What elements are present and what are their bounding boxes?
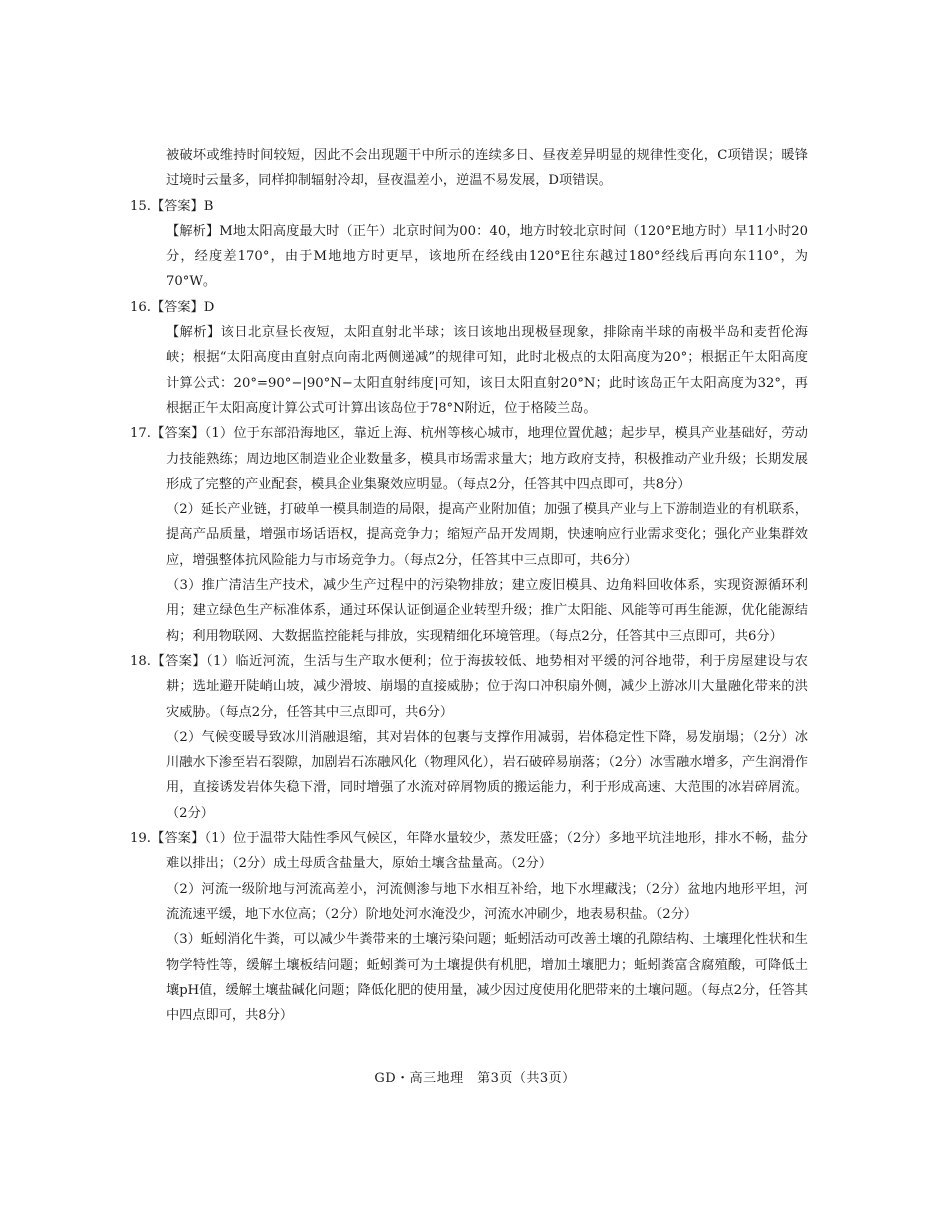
- q16-answer: [130, 295, 808, 320]
- q16-number: 16.: [130, 299, 151, 315]
- q16-block: [130, 295, 808, 421]
- q15-number: 15.: [130, 198, 151, 214]
- q17-number: 17.: [130, 426, 151, 442]
- q18-part1: [130, 649, 808, 725]
- q18-block: [130, 649, 808, 826]
- q19-part1-text: 【答案】（1）位于温带大陆性季风气候区，年降水量较少，蒸发旺盛；（2分）多地平坑洼地形，排水不畅，盐分难以排出；（2分）成土母质含盐量大，原始土壤含盐量高。（2分）: [150, 831, 808, 872]
- q18-part1-text: 【答案】（1）临近河流，生活与生产取水便利；位于海拔较低、地势相对平缓的河谷地带，利于房屋建设与农耕；选址避开陡峭山坡，减少滑坡、崩塌的直接威胁；位于沟口冲积扇外侧，减少上游冰川大量融化带来的洪灾威胁。（每点2分，任答其中三点即可，共6分）: [150, 653, 808, 720]
- q15-answer: [130, 194, 808, 219]
- q17-part1-text: 【答案】（1）位于东部沿海地区，靠近上海、杭州等核心城市，地理位置优越；起步早，模具产业基础好，劳动力技能熟练；周边地区制造业企业数量多，模具市场需求量大；地方政府支持，积极推动产业升级；长期发展形成了完整的产业配套，模具企业集聚效应明显。（每点2分，任答其中四点即可，共8分）: [150, 426, 808, 492]
- answer-content: [130, 143, 808, 1028]
- q14-analysis-tail: 被破坏或维持时间较短，因此不会出现题干中所示的连续多日、昼夜差异明显的规律性变化，C项错误；暖锋过境时云量多，同样抑制辐射冷却，昼夜温差小，逆温不易发展，D项错误。: [166, 148, 808, 189]
- q19-block: [130, 826, 808, 1028]
- q17-part1: [130, 421, 808, 497]
- q16-answer-text: 【答案】D: [150, 299, 215, 315]
- q17-part3: （3）推广清洁生产技术，减少生产过程中的污染物排放；建立废旧模具、边角料回收体系，实现资源循环利用；建立绿色生产标准体系，通过环保认证倒逼企业转型升级；推广太阳能、风能等可再生能源，优化能源结构；利用物联网、大数据监控能耗与排放，实现精细化环境管理。（每点2分，任答其中三点即可，共6分）: [166, 578, 808, 644]
- q17-block: [130, 421, 808, 649]
- q19-part2: （2）河流一级阶地与河流高差小，河流侧渗与地下水相互补给，地下水埋藏浅；（2分）盆地内地形平坦，河流流速平缓，地下水位高；（2分）阶地处河水淹没少，河流水冲刷少，地表易积盐。（2分）: [166, 881, 808, 922]
- page-footer: GD・高三地理 第3页（共3页）: [374, 1071, 576, 1086]
- q19-number: 19.: [130, 831, 151, 847]
- q19-part1: [130, 826, 808, 877]
- q15-analysis: 【解析】M地太阳高度最大时（正午）北京时间为00：40，地方时较北京时间（120°E地方时）早11小时20分，经度差170°，由于M地地方时更早，该地所在经线由120°E往东越过180°经线后再向东110°，为70°W。: [166, 223, 808, 290]
- q17-part2: （2）延长产业链，打破单一模具制造的局限，提高产业附加值；加强了模具产业与上下游制造业的有机联系，提高产品质量，增强市场话语权，提高竞争力；缩短产品开发周期，快速响应行业需求变化；强化产业集群效应，增强整体抗风险能力与市场竞争力。（每点2分，任答其中三点即可，共6分）: [166, 502, 808, 568]
- q15-block: [130, 194, 808, 295]
- q16-analysis: 【解析】该日北京昼长夜短，太阳直射北半球；该日该地出现极昼现象，排除南半球的南极半岛和麦哲伦海峡；根据“太阳高度由直射点向南北两侧递减”的规律可知，此时北极点的太阳高度为20°；根据正午太阳高度计算公式：20°=90°−|90°N−太阳直射纬度|可知，该日太阳直射20°N；此时该岛正午太阳高度为32°，再根据正午太阳高度计算公式可计算出该岛位于78°N附近，位于格陵兰岛。: [166, 325, 808, 416]
- q18-part2: （2）气候变暖导致冰川消融退缩，其对岩体的包裹与支撑作用减弱，岩体稳定性下降，易发崩塌；（2分）冰川融水下渗至岩石裂隙，加剧岩石冻融风化（物理风化），岩石破碎易崩落；（2分）冰雪融水增多，产生润滑作用，直接诱发岩体失稳下滑，同时增强了水流对碎屑物质的搬运能力，利于形成高速、大范围的冰岩碎屑流。（2分）: [166, 729, 808, 821]
- q19-part3: （3）蚯蚓消化牛粪，可以减少牛粪带来的土壤污染问题；蚯蚓活动可改善土壤的孔隙结构、土壤理化性状和生物学特性等，缓解土壤板结问题；蚯蚓粪可为土壤提供有机肥，增加土壤肥力；蚯蚓粪富含腐殖酸，可降低土壤pH值，缓解土壤盐碱化问题；降低化肥的使用量，减少因过度使用化肥带来的土壤问题。（每点2分，任答其中四点即可，共8分）: [166, 932, 808, 1024]
- q18-number: 18.: [130, 653, 151, 669]
- q15-answer-text: 【答案】B: [150, 198, 214, 214]
